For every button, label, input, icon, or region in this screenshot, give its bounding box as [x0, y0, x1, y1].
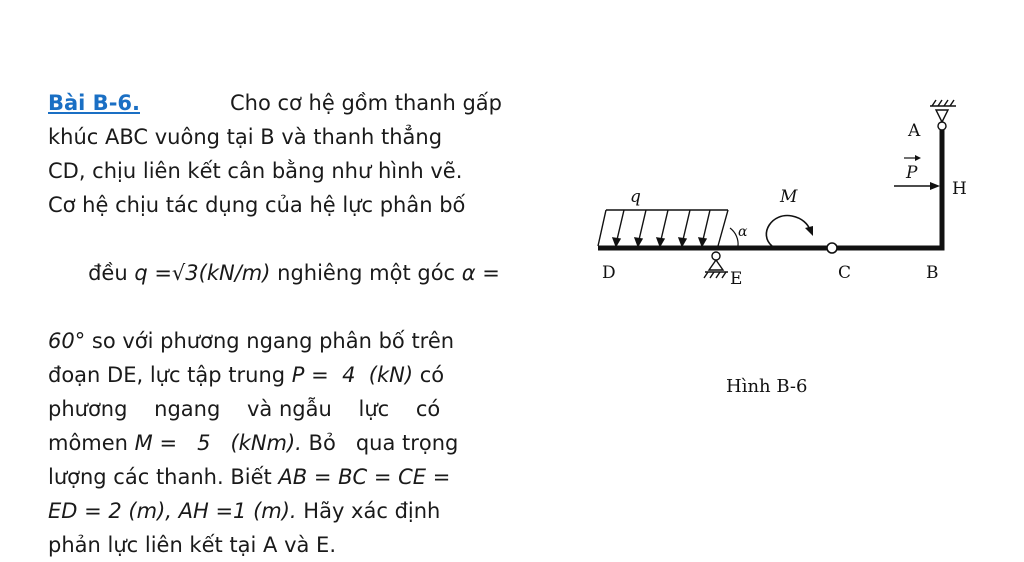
pin-support-a	[930, 100, 956, 130]
problem-line-3	[48, 154, 502, 188]
problem-text: có	[413, 363, 445, 387]
problem-line-4	[48, 188, 502, 222]
problem-text: khúc ABC vuông tại B và thanh thẳng	[48, 125, 443, 149]
problem-text: lượng các thanh. Biết	[48, 465, 279, 489]
problem-line-1	[48, 86, 502, 120]
figure-diagram	[560, 78, 1000, 428]
problem-text-group	[48, 324, 454, 358]
problem-text: mômen	[48, 431, 135, 455]
problem-line-5	[48, 222, 502, 324]
hinge-c	[827, 243, 837, 253]
angle-value: 60°	[48, 329, 86, 353]
label-a: A	[908, 121, 921, 141]
problem-text: so với phương ngang phân bố trên	[85, 329, 455, 353]
moment-value: M = 5 (kNm).	[134, 431, 302, 455]
problem-text-group	[48, 426, 458, 460]
problem-text: CD, chịu liên kết cân bằng như hình vẽ.	[48, 159, 463, 183]
problem-text-group	[48, 460, 450, 494]
problem-line-9	[48, 426, 502, 460]
pin-support-e	[704, 252, 728, 278]
label-c: C	[838, 263, 852, 283]
label-b: B	[926, 263, 939, 283]
problem-line-10	[48, 460, 502, 494]
problem-text: nghiêng một góc	[270, 261, 462, 285]
problem-text: phương ngang và ngẫu lực có	[48, 397, 441, 421]
problem-text: đoạn DE, lực tập trung	[48, 363, 292, 387]
label-e: E	[730, 269, 743, 289]
label-q: q	[630, 187, 641, 207]
mechanics-figure	[560, 78, 1000, 428]
length-equation: AB = BC = CE =	[278, 465, 451, 489]
problem-line-6	[48, 324, 502, 358]
problem-text: Hãy xác định	[296, 499, 441, 523]
problem-statement	[48, 86, 502, 562]
problem-text: Cho cơ hệ gồm thanh gấp	[229, 91, 502, 115]
label-h: H	[952, 179, 967, 199]
problem-text: =	[475, 261, 500, 285]
problem-text: Cơ hệ chịu tác dụng của hệ lực phân bố	[48, 193, 466, 217]
load-intensity: q =√3(kN/m)	[134, 261, 271, 285]
problem-line-11	[48, 494, 502, 528]
label-d: D	[602, 263, 616, 283]
length-values: ED = 2 (m), AH =1 (m).	[48, 499, 297, 523]
problem-text: đều	[88, 261, 135, 285]
problem-line-8	[48, 392, 502, 426]
problem-text-group	[48, 358, 444, 392]
problem-text-group	[48, 222, 500, 324]
problem-line-7	[48, 358, 502, 392]
label-m: M	[780, 187, 798, 207]
problem-text: Bỏ qua trọng	[301, 431, 459, 455]
problem-text: phản lực liên kết tại A và E.	[48, 533, 336, 557]
label-p: P	[906, 163, 918, 183]
problem-text-group	[48, 494, 440, 528]
moment-m-arrow	[766, 216, 813, 246]
problem-line-12	[48, 528, 502, 562]
angle-symbol: α	[461, 261, 476, 285]
problem-title: Bài B-6.	[48, 91, 140, 115]
angle-arc	[730, 228, 738, 246]
force-value: P = 4 (kN)	[291, 363, 414, 387]
figure-caption: Hình B-6	[726, 376, 808, 397]
problem-line-2	[48, 120, 502, 154]
distributed-load	[598, 210, 728, 246]
label-alpha: α	[738, 224, 748, 240]
